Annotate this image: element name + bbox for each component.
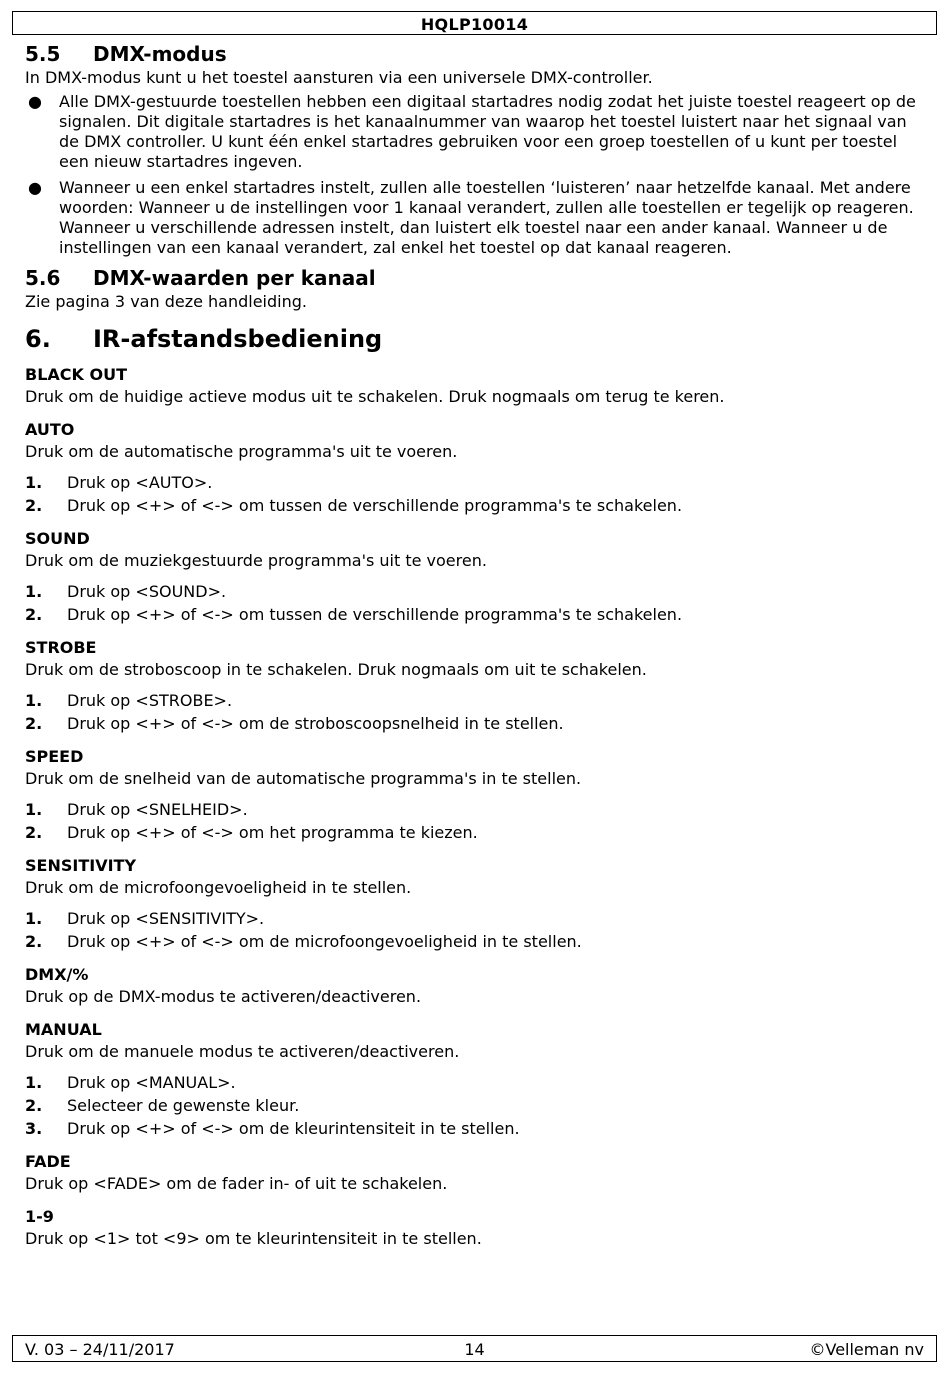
bullet-text: Wanneer u een enkel startadres instelt, zullen alle toestellen ‘luisteren’ naar hetzelfde kanaal. Met andere woorden: Wanneer u de instellingen voor 1 kanaal verandert, zullen alle toestellen er tegelijk op reageren. Wanneer u verschillende adressen instelt, dan luistert elk toestel naar een ander kanaal. Wanneer u de instellingen van een kanaal verandert, zal enkel het toestel op dat kanaal reageren. (59, 178, 914, 257)
page-content (25, 40, 925, 1261)
remote-command-block (25, 419, 925, 517)
command-description: Druk om de muziekgestuurde programma's uit te voeren. (25, 551, 487, 570)
page-header (12, 11, 937, 35)
command-title: SENSITIVITY (25, 856, 137, 875)
step-number: 2. (25, 823, 43, 842)
step-text: Druk op <+> of <-> om de microfoongevoeligheid in te stellen. (67, 932, 582, 951)
command-title: STROBE (25, 638, 97, 657)
step-text: Druk op <AUTO>. (67, 473, 213, 492)
section-title: DMX-waarden per kanaal (93, 266, 376, 290)
remote-command-block (25, 1206, 925, 1250)
step-number: 3. (25, 1119, 43, 1138)
step-text: Druk op <SOUND>. (67, 582, 227, 601)
remote-command-block (25, 364, 925, 408)
command-description: Druk om de manuele modus te activeren/deactiveren. (25, 1042, 460, 1061)
step-number: 1. (25, 473, 43, 492)
document-title: HQLP10014 (420, 15, 529, 34)
step-text: Selecteer de gewenste kleur. (67, 1096, 300, 1115)
command-steps (25, 580, 925, 626)
remote-command-block (25, 964, 925, 1008)
step-number: 1. (25, 800, 43, 819)
step-text: Druk op <+> of <-> om tussen de verschillende programma's te schakelen. (67, 496, 683, 515)
remote-command-list (25, 364, 925, 1250)
section-5-5-intro: In DMX-modus kunt u het toestel aansturen via een universele DMX-controller. (25, 68, 653, 87)
step-number: 2. (25, 714, 43, 733)
step-text: Druk op <+> of <-> om tussen de verschillende programma's te schakelen. (67, 605, 683, 624)
step-text: Druk op <SNELHEID>. (67, 800, 248, 819)
step-text: Druk op <+> of <-> om het programma te kiezen. (67, 823, 478, 842)
step-item (25, 821, 925, 844)
bullet-item (25, 92, 925, 172)
bullet-icon: ● (28, 92, 42, 111)
step-number: 2. (25, 496, 43, 515)
command-title: DMX/% (25, 965, 89, 984)
command-description: Druk om de stroboscoop in te schakelen. Druk nogmaals om uit te schakelen. (25, 660, 647, 679)
remote-command-block (25, 637, 925, 735)
remote-command-block (25, 1151, 925, 1195)
step-text: Druk op <+> of <-> om de stroboscoopsnelheid in te stellen. (67, 714, 564, 733)
bullet-text: Alle DMX-gestuurde toestellen hebben een digitaal startadres nodig zodat het juiste toestel reageert op de signalen. Dit digitale startadres is het kanaalnummer van waarop het toestel luistert naar het signaal van de DMX controller. U kunt één enkel startadres gebruiken voor een groep toestellen of u kunt per toestel een nieuw startadres ingeven. (59, 92, 916, 171)
command-description: Druk op de DMX-modus te activeren/deactiveren. (25, 987, 422, 1006)
step-item (25, 930, 925, 953)
command-title: AUTO (25, 420, 75, 439)
step-item (25, 603, 925, 626)
command-description: Druk op <1> tot <9> om te kleurintensiteit in te stellen. (25, 1229, 482, 1248)
command-steps (25, 798, 925, 844)
step-text: Druk op <+> of <-> om de kleurintensiteit in te stellen. (67, 1119, 520, 1138)
section-5-6-text: Zie pagina 3 van deze handleiding. (25, 292, 307, 311)
step-number: 1. (25, 1073, 43, 1092)
command-title: MANUAL (25, 1020, 102, 1039)
bullet-icon: ● (28, 178, 42, 197)
step-item (25, 1094, 925, 1117)
command-steps (25, 471, 925, 517)
section-title: IR-afstandsbediening (93, 325, 383, 353)
command-title: BLACK OUT (25, 365, 127, 384)
command-description: Druk om de huidige actieve modus uit te schakelen. Druk nogmaals om terug te keren. (25, 387, 725, 406)
step-item (25, 712, 925, 735)
step-number: 1. (25, 582, 43, 601)
remote-command-block (25, 855, 925, 953)
step-item (25, 907, 925, 930)
step-number: 2. (25, 932, 43, 951)
footer-version: V. 03 – 24/11/2017 (25, 1340, 175, 1359)
section-5-5-bullets (25, 92, 925, 258)
section-number: 6. (25, 325, 51, 353)
section-5-6-heading (25, 264, 925, 292)
command-description: Druk om de snelheid van de automatische programma's in te stellen. (25, 769, 582, 788)
step-text: Druk op <SENSITIVITY>. (67, 909, 265, 928)
section-5-5-heading (25, 40, 925, 68)
step-number: 2. (25, 605, 43, 624)
step-item (25, 798, 925, 821)
remote-command-block (25, 528, 925, 626)
command-steps (25, 689, 925, 735)
command-description: Druk op <FADE> om de fader in- of uit te schakelen. (25, 1174, 448, 1193)
command-title: 1-9 (25, 1207, 54, 1226)
remote-command-block (25, 746, 925, 844)
step-item (25, 689, 925, 712)
section-number: 5.5 (25, 42, 61, 66)
command-title: FADE (25, 1152, 71, 1171)
step-number: 2. (25, 1096, 43, 1115)
command-title: SPEED (25, 747, 84, 766)
section-number: 5.6 (25, 266, 61, 290)
section-title: DMX-modus (93, 42, 227, 66)
step-item (25, 1117, 925, 1140)
step-item (25, 471, 925, 494)
footer-copyright: ©Velleman nv (809, 1340, 924, 1359)
step-item (25, 580, 925, 603)
command-steps (25, 1071, 925, 1140)
step-number: 1. (25, 909, 43, 928)
section-6-heading (25, 322, 925, 356)
bullet-item (25, 178, 925, 258)
command-description: Druk om de microfoongevoeligheid in te stellen. (25, 878, 412, 897)
command-description: Druk om de automatische programma's uit te voeren. (25, 442, 458, 461)
remote-command-block (25, 1019, 925, 1140)
command-steps (25, 907, 925, 953)
step-item (25, 494, 925, 517)
command-title: SOUND (25, 529, 90, 548)
page-footer (12, 1335, 937, 1362)
step-text: Druk op <STROBE>. (67, 691, 233, 710)
step-number: 1. (25, 691, 43, 710)
step-item (25, 1071, 925, 1094)
step-text: Druk op <MANUAL>. (67, 1073, 236, 1092)
footer-page-number: 14 (464, 1340, 485, 1359)
